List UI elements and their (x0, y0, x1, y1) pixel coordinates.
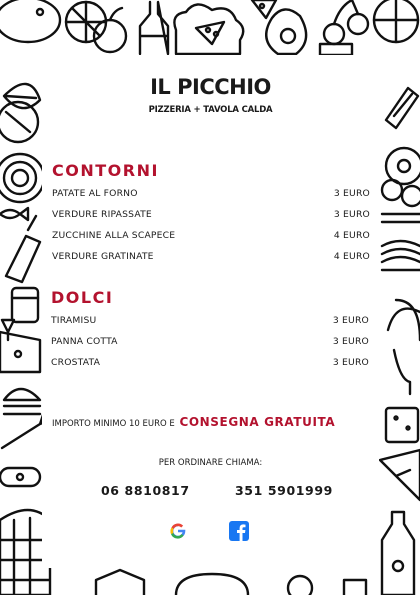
menu-item-price: 4 EURO (333, 251, 370, 262)
menu-item-price: 4 EURO (333, 230, 370, 241)
menu-item-name: VERDURE RIPASSATE (52, 209, 152, 220)
fruit-bottom-doodle (288, 576, 312, 595)
menu-item-price: 3 EURO (332, 357, 369, 368)
burger-doodle (4, 389, 40, 414)
pasta-plate-doodle (382, 241, 420, 270)
orange-slice-doodle (374, 0, 418, 42)
minimum-order-line (52, 415, 382, 429)
eye-fruit-doodle (386, 148, 420, 184)
wine-glass-doodle (394, 350, 410, 394)
cup-doodle (344, 580, 366, 595)
sausage-doodle (0, 468, 40, 486)
menu-item (51, 315, 369, 329)
menu-item (52, 188, 370, 202)
facebook-icon[interactable] (229, 521, 249, 541)
milk-bottle-doodle (382, 512, 414, 595)
menu-item-price: 3 EURO (332, 315, 369, 326)
menu-item (52, 230, 370, 244)
milk-carton-doodle (386, 88, 418, 128)
restaurant-subtitle: PIZZERIA + TAVOLA CALDA (148, 105, 273, 115)
sandwich-doodle (320, 44, 352, 55)
phone-number-1[interactable]: 06 8810817 (101, 483, 190, 498)
menu-panel (42, 55, 379, 568)
order-call-label: PER ORDINARE CHIAMA: (158, 458, 263, 468)
avocado-doodle (266, 9, 306, 54)
bread-doodle (176, 574, 248, 595)
apple-doodle (94, 8, 126, 52)
section-heading-dolci: DOLCI (51, 288, 114, 307)
cherries-doodle (324, 0, 368, 44)
minimum-order-text: IMPORTO MINIMO 10 EURO E (52, 419, 175, 429)
wine-bottle-doodle (6, 216, 40, 282)
menu-item (52, 209, 370, 223)
menu-item-price: 3 EURO (333, 188, 370, 199)
menu-item-name: PANNA COTTA (51, 336, 118, 347)
glass-doodle (2, 320, 14, 340)
section-heading-contorni: CONTORNI (52, 161, 159, 180)
menu-item-name: CROSTATA (51, 357, 101, 368)
olives-doodle (382, 180, 420, 206)
spoon-doodle (382, 214, 420, 222)
free-delivery-text: CONSEGNA GRATUITA (179, 415, 336, 429)
menu-item (52, 251, 370, 265)
menu-item-name: ZUCCHINE ALLA SCAPECE (52, 230, 176, 241)
menu-item-name: TIRAMISU (51, 315, 97, 326)
google-icon[interactable] (168, 521, 188, 541)
chef-hat-doodle (174, 4, 243, 54)
cake-doodle (96, 570, 144, 595)
restaurant-name: IL PICCHIO (150, 75, 271, 99)
fish-doodle (0, 0, 60, 42)
fish-small-doodle (0, 208, 28, 220)
phone-number-2[interactable]: 351 5901999 (235, 483, 333, 498)
can-doodle (12, 288, 38, 322)
bottle-doodle (140, 2, 168, 54)
menu-item-price: 3 EURO (333, 209, 370, 220)
crackers-doodle (386, 408, 418, 442)
menu-item (51, 357, 369, 371)
sausage-right-doodle (388, 300, 420, 340)
pizza-big-doodle (380, 450, 420, 500)
menu-item-price: 3 EURO (332, 336, 369, 347)
spiral-pasta-doodle (0, 154, 44, 202)
cheese-doodle (0, 332, 40, 372)
menu-item-name: PATATE AL FORNO (52, 188, 138, 199)
menu-item (51, 336, 369, 350)
lemon-slice-doodle (66, 2, 106, 42)
pizza-slice-doodle (252, 0, 276, 18)
menu-item-name: VERDURE GRATINATE (52, 251, 154, 262)
